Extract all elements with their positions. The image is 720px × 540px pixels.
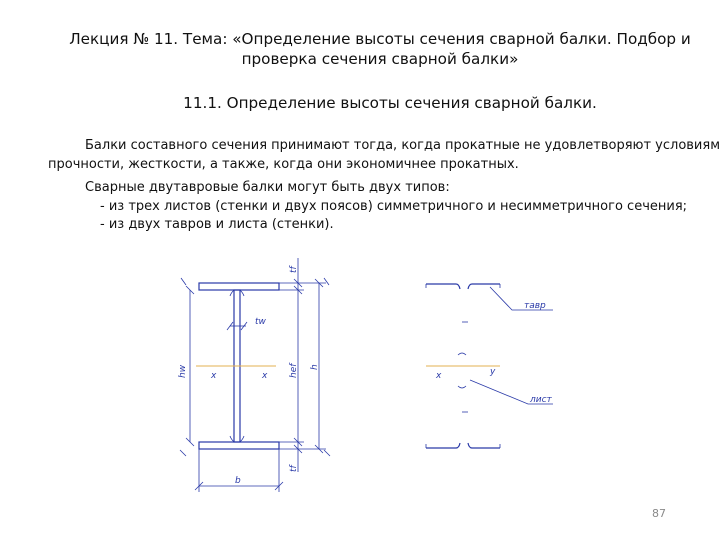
label-h: h: [310, 364, 320, 370]
section-heading: 11.1. Определение высоты сечения сварной балки.: [183, 94, 597, 112]
i-beam-section-drawing: [178, 258, 330, 492]
list-item: - из двух тавров и листа (стенки).: [100, 217, 334, 232]
label-tf-top: tf: [289, 266, 299, 273]
paragraph-1-line-2: прочности, жесткости, а также, когда они экономичнее прокатных.: [48, 157, 519, 172]
label-y: y: [490, 367, 496, 377]
web-plate-fragment: [458, 353, 466, 388]
label-tf-bottom: tf: [289, 465, 299, 472]
top-tee-flange: [426, 284, 500, 289]
label-tavr: тавр: [524, 301, 546, 311]
label-x-right: x: [262, 371, 268, 381]
label-list: лист: [530, 395, 552, 405]
label-tw: tw: [255, 317, 266, 327]
bottom-flange: [199, 442, 279, 449]
page-number: 87: [652, 507, 666, 520]
tee-and-plate-section-drawing: [426, 284, 553, 448]
label-x-left: x: [211, 371, 217, 381]
bottom-tee-flange: [426, 443, 500, 448]
top-flange: [199, 283, 279, 290]
label-b: b: [235, 476, 241, 486]
page-title: Лекция № 11. Тема: «Определение высоты сечения сварной балки. Подбор и проверка сечения сварной балки»: [69, 30, 691, 68]
paragraph-1-line-1: Балки составного сечения принимают тогда, когда прокатные не удовлетворяют условиям: [85, 138, 720, 153]
list-item: - из трех листов (стенки и двух поясов) симметричного и несимметричного сечения;: [100, 199, 688, 214]
paragraph-2: Сварные двутавровые балки могут быть двух типов:: [85, 180, 450, 195]
label-hw: hw: [178, 364, 188, 378]
label-x: x: [436, 371, 442, 381]
label-hef: hef: [289, 363, 299, 378]
